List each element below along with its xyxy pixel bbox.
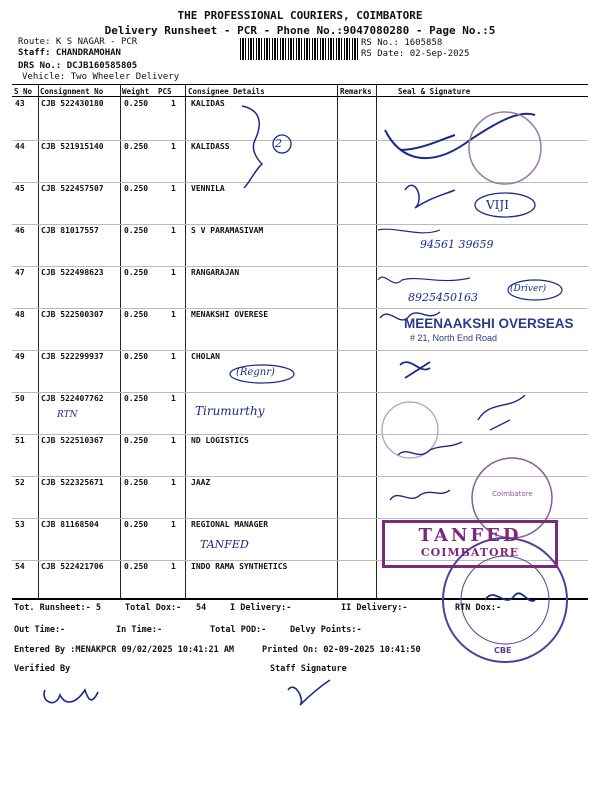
signature-row49: [400, 362, 430, 378]
stamp-tanfed: [382, 520, 558, 568]
row-weight: 0.250: [124, 352, 149, 361]
col-remarks: Remarks: [340, 87, 372, 96]
row-consignee: ND LOGISTICS: [191, 436, 249, 445]
row-sno: 54: [15, 562, 25, 571]
hw-phone-47: 8925450163: [408, 291, 478, 304]
row-sno: 47: [15, 268, 25, 277]
row-consignment: CJB 522325671: [41, 478, 104, 487]
row-consignee: VENNILA: [191, 184, 225, 193]
row-sno: 50: [15, 394, 25, 403]
signature-row52: [390, 490, 450, 500]
row-consignee: RANGARAJAN: [191, 268, 240, 277]
row-weight: 0.250: [124, 394, 149, 403]
route-label: Route: K S NAGAR - PCR: [18, 37, 138, 47]
hw-vijay: VIJI: [486, 198, 509, 212]
row-pcs: 1: [171, 142, 176, 151]
row-sno: 46: [15, 226, 25, 235]
col-consignment: Consignment No: [40, 87, 104, 96]
hw-phone-46: 94561 39659: [420, 238, 494, 251]
row-sno: 45: [15, 184, 25, 193]
staff-signature-mark: [288, 680, 330, 705]
row-pcs: 1: [171, 478, 176, 487]
col-seal: Seal & Signature: [398, 87, 471, 96]
row-weight: 0.250: [124, 478, 149, 487]
vehicle-label: Vehicle: Two Wheeler Delivery: [22, 72, 180, 82]
total-dox-value: 54: [196, 603, 207, 613]
brace-mark: [242, 106, 262, 188]
verified-signature: [44, 690, 98, 703]
row-consignment: CJB 522430180: [41, 99, 104, 108]
i-delivery: I Delivery:-: [230, 603, 292, 613]
total-dox-label: Total Dox:-: [125, 603, 182, 613]
staff-label: Staff: CHANDRAMOHAN: [18, 48, 121, 58]
stamp-tanfed-title: TANFED: [418, 525, 522, 546]
stamp-meenaakshi: MEENAAKSHI OVERSEAS: [404, 316, 574, 331]
row-sno: 53: [15, 520, 25, 529]
row-consignment: CJB 522500307: [41, 310, 104, 319]
hw-number-2: 2: [275, 137, 282, 150]
row-weight: 0.250: [124, 99, 149, 108]
stamp-coimbatore-round: Coimbatore: [492, 490, 533, 498]
row-consignee: KALIDASS: [191, 142, 230, 151]
hw-tanfed: TANFED: [200, 538, 249, 551]
row-weight: 0.250: [124, 142, 149, 151]
hw-tirumurthy: Tirumurthy: [195, 404, 265, 418]
hw-rtn: RTN: [57, 410, 78, 420]
row-weight: 0.250: [124, 562, 149, 571]
row-pcs: 1: [171, 394, 176, 403]
ii-delivery: II Delivery:-: [341, 603, 408, 613]
row-pcs: 1: [171, 562, 176, 571]
verified-by-label: Verified By: [14, 664, 71, 674]
row-sno: 52: [15, 478, 25, 487]
row-pcs: 1: [171, 352, 176, 361]
runsheet-subtitle: Delivery Runsheet - PCR - Phone No.:9047080280 - Page No.:5: [104, 24, 496, 37]
stamp-tanfed-city: COIMBATORE: [420, 546, 520, 559]
staff-signature-label: Staff Signature: [270, 664, 347, 674]
row-weight: 0.250: [124, 268, 149, 277]
rs-date-label: RS Date: 02-Sep-2025: [361, 49, 470, 59]
rs-no-label: RS No.: 1605858: [361, 38, 443, 48]
drs-label: DRS No.: DCJB160585805: [18, 61, 138, 71]
row-weight: 0.250: [124, 226, 149, 235]
row-pcs: 1: [171, 520, 176, 529]
row-consignment: CJB 81017557: [41, 226, 99, 235]
row-sno: 44: [15, 142, 25, 151]
row-sno: 48: [15, 310, 25, 319]
in-time: In Time:-: [116, 625, 163, 635]
row-consignee: S V PARAMASIVAM: [191, 226, 264, 235]
row-consignment: CJB 522510367: [41, 436, 104, 445]
signature-row50: [478, 395, 525, 430]
row-consignee: KALIDAS: [191, 99, 225, 108]
row-consignment: CJB 522498623: [41, 268, 104, 277]
row-pcs: 1: [171, 99, 176, 108]
round-stamp-row43: [469, 112, 541, 184]
printed-on: Printed On: 02-09-2025 10:41:50: [262, 645, 421, 655]
row-consignment: CJB 81168504: [41, 520, 99, 529]
row-pcs: 1: [171, 184, 176, 193]
row-consignee: INDO RAMA SYNTHETICS: [191, 562, 288, 571]
row-pcs: 1: [171, 226, 176, 235]
signature-row43: [385, 114, 535, 158]
row-consignment: CJB 522299937: [41, 352, 104, 361]
hw-regnr: (Regnr): [236, 367, 275, 378]
entered-by: Entered By :MENAKPCR 09/02/2025 10:41:21 AM: [14, 645, 235, 655]
row-weight: 0.250: [124, 520, 149, 529]
row-weight: 0.250: [124, 436, 149, 445]
row-consignee: JAAZ: [191, 478, 211, 487]
row-pcs: 1: [171, 268, 176, 277]
hw-driver: (Driver): [510, 284, 547, 294]
col-consignee: Consignee Details: [188, 87, 265, 96]
row-consignment: CJB 522457507: [41, 184, 104, 193]
delvy-points: Delvy Points:-: [290, 625, 362, 635]
row-consignee: MENAKSHI OVERESE: [191, 310, 269, 319]
row-consignment: CJB 522421706: [41, 562, 104, 571]
row-consignment: CJB 521915140: [41, 142, 104, 151]
signature-row46: [378, 229, 440, 233]
total-pod: Total POD:-: [210, 625, 267, 635]
signature-row54: [485, 593, 535, 601]
row-pcs: 1: [171, 310, 176, 319]
row-consignee: REGIONAL MANAGER: [191, 520, 269, 529]
out-time: Out Time:-: [14, 625, 66, 635]
row-consignee: CHOLAN: [191, 352, 220, 361]
col-weight: Weight: [122, 87, 150, 96]
row-pcs: 1: [171, 436, 176, 445]
col-sno: S No: [14, 87, 33, 96]
col-pcs: PCS: [158, 87, 172, 96]
rtn-dox: RTN Dox:-: [455, 603, 502, 613]
signature-row47: [378, 277, 470, 283]
tot-runsheet: Tot. Runsheet:- 5: [14, 603, 101, 613]
signature-row51: [398, 442, 462, 455]
company-title: THE PROFESSIONAL COURIERS, COIMBATORE: [177, 9, 423, 22]
signature-row45: [405, 185, 455, 208]
row-weight: 0.250: [124, 184, 149, 193]
stamp-meenaakshi-address: # 21, North End Road: [410, 333, 498, 343]
row-sno: 51: [15, 436, 25, 445]
row-sno: 49: [15, 352, 25, 361]
row-consignment: CJB 522407762: [41, 394, 104, 403]
row-sno: 43: [15, 99, 25, 108]
row-weight: 0.250: [124, 310, 149, 319]
stamp-cbe: CBE: [494, 646, 512, 655]
